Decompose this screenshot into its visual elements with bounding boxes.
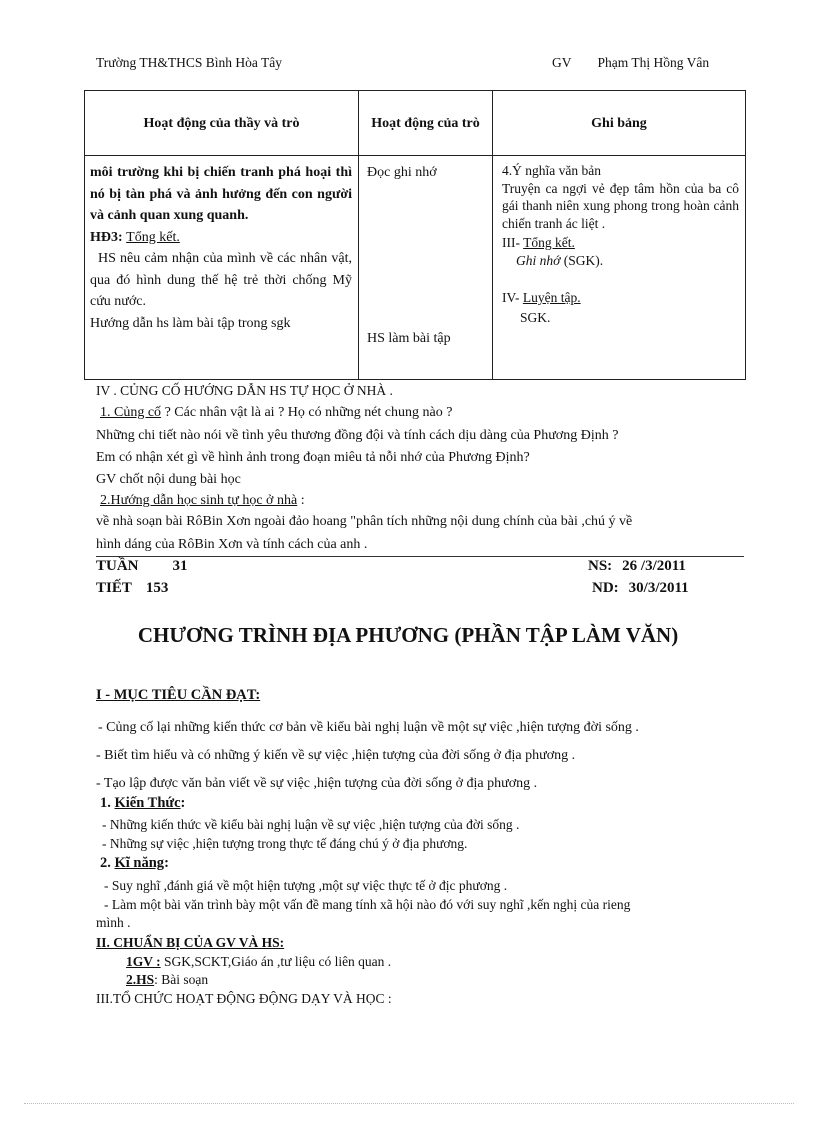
goal-1: - Củng cố lại những kiến thức cơ bản về kiểu bài nghị luận về một sự việc ,hiện tượng đời sống . xyxy=(98,720,639,735)
col3-sec3-prefix: III- xyxy=(502,235,524,250)
hs-preparation xyxy=(126,972,208,988)
review-item2-label: 2.Hướng dẫn học sinh tự học ở nhà xyxy=(100,493,298,508)
col3-summary xyxy=(502,234,739,252)
skill-title: Kĩ năng xyxy=(114,855,165,871)
review-item1 xyxy=(100,405,452,421)
header-student-activity xyxy=(359,91,493,156)
week-value: 31 xyxy=(172,558,188,574)
page-footer-line xyxy=(24,1103,794,1104)
knowledge-title: Kiến Thức xyxy=(114,795,181,811)
review-heading: IV . CỦNG CỐ HƯỚNG DẪN HS TỰ HỌC Ở NHÀ . xyxy=(96,383,393,398)
review-item1-label: 1. Củng cố xyxy=(100,405,162,420)
col3-sec4-title: Luyện tập. xyxy=(522,290,581,305)
hd3-title: Tổng kết. xyxy=(126,229,180,245)
skill-colon: : xyxy=(164,855,169,871)
homework-line-1: về nhà soạn bài RôBin Xơn ngoài đảo hoang "phân tích những nội dung chính của bài ,chú ý về xyxy=(96,514,633,529)
gv-preparation xyxy=(126,954,391,970)
col1-paragraph: môi trường khi bị chiến tranh phá hoại thì nó bị tàn phá và ảnh hưởng đến con người và cảnh quan xung quanh. xyxy=(90,165,352,223)
homework-line-2: hình dáng của RôBin Xơn và tính cách của anh . xyxy=(96,537,368,552)
review-question-3: Em có nhận xét gì về hình ảnh trong đoạn miêu tả nỗi nhớ của Phương Định? xyxy=(96,450,530,465)
ns-info xyxy=(588,558,686,575)
goal-2: - Biết tìm hiểu và có những ý kiến về sự việc ,hiện tượng của đời sống ở địa phương . xyxy=(96,748,576,763)
goal-3: - Tạo lập được văn bản viết về sự việc ,hiện tượng của đời sống ở địa phương . xyxy=(96,776,538,791)
skill-item-1: - Suy nghĩ ,đánh giá về một hiện tượng ,một sự việc thực tế ở địc phương . xyxy=(104,878,508,893)
gv-prep-text: SGK,SCKT,Giáo án ,tư liệu có liên quan . xyxy=(160,954,392,969)
col2-exercise: HS làm bài tập xyxy=(367,331,451,346)
gv-prep-label: 1GV : xyxy=(126,954,161,969)
section1-heading: I - MỤC TIÊU CẦN ĐẠT: xyxy=(96,687,261,703)
hd3-line xyxy=(90,227,352,249)
cell-student-activity xyxy=(359,156,493,380)
knowledge-item-2: - Những sự việc ,hiện tượng trong thực tế đáng chú ý ở địa phương. xyxy=(102,836,468,851)
knowledge-num: 1. xyxy=(100,795,115,811)
hs-prep-label: 2.HS xyxy=(126,972,155,987)
review-question-4: GV chốt nội dung bài học xyxy=(96,472,241,487)
col3-sec3-title: Tổng kết. xyxy=(523,235,575,250)
col3-ghinho-suffix: (SGK). xyxy=(560,252,604,268)
nd-value: 30/3/2011 xyxy=(628,580,689,596)
skill-item-2: - Làm một bài văn trình bày một vấn đề mang tính xã hội nào đó với suy nghĩ ,kến nghị của rieng xyxy=(104,897,631,912)
lesson-info xyxy=(96,580,168,597)
col2-read-note: Đọc ghi nhớ xyxy=(367,165,437,180)
knowledge-heading xyxy=(100,795,185,812)
ns-value: 26 /3/2011 xyxy=(622,558,686,574)
table-header-row xyxy=(85,91,746,156)
review-item1-text: ? Các nhân vật là ai ? Họ có những nét chung nào ? xyxy=(161,405,453,420)
review-question-2: Những chi tiết nào nói về tình yêu thương đồng đội và tính cách dịu dàng của Phương Định ? xyxy=(96,428,619,443)
nd-info xyxy=(592,580,689,597)
week-info xyxy=(96,558,188,575)
col3-paragraph: Truyện ca ngợi vẻ đẹp tâm hồn của ba cô gái thanh niên xung phong trong hoàn cảnh chiến tranh ác liệt . xyxy=(502,180,739,231)
skill-num: 2. xyxy=(100,855,115,871)
nd-label: ND: xyxy=(592,580,619,596)
section3-heading: III.TỔ CHỨC HOẠT ĐỘNG ĐỘNG DẠY VÀ HỌC : xyxy=(96,991,392,1006)
table-row xyxy=(85,156,746,380)
header-student-activity-text: Hoạt động của trò xyxy=(371,115,480,131)
col3-meaning: 4.Ý nghĩa văn bản xyxy=(502,163,601,178)
col1-impression: HS nêu cảm nhận của mình về các nhân vật, qua đó hình dung thế hệ trẻ thời chống Mỹ cứu nước. xyxy=(90,251,352,309)
week-label: TUẦN xyxy=(96,558,139,574)
col3-ghinho-label: Ghi nhớ xyxy=(516,252,561,268)
col3-sec4-prefix: IV- xyxy=(502,290,523,305)
gv-label: GV xyxy=(552,55,572,70)
teacher-info xyxy=(552,55,709,71)
review-item2 xyxy=(100,493,305,509)
ns-label: NS: xyxy=(588,558,613,574)
knowledge-item-1: - Những kiến thức về kiểu bài nghị luận về sự việc ,hiện tượng của đời sống . xyxy=(102,817,520,832)
skill-item-2-cont: mình . xyxy=(96,915,131,930)
col3-ghinho xyxy=(502,252,739,270)
skill-heading xyxy=(100,855,169,872)
cell-teacher-activity xyxy=(85,156,359,380)
col1-exercise: Hướng dẫn hs làm bài tập trong sgk xyxy=(90,315,291,331)
cell-board-notes xyxy=(493,156,746,380)
lesson-value: 153 xyxy=(145,580,169,596)
hs-prep-text: : Bài soạn xyxy=(154,972,209,987)
school-name: Trường TH&THCS Bình Hòa Tây xyxy=(96,55,282,70)
hd3-prefix: HĐ3: xyxy=(90,229,127,245)
section-divider xyxy=(96,556,744,557)
header-board-notes: Ghi bảng xyxy=(493,91,746,156)
teacher-name: Phạm Thị Hồng Vân xyxy=(597,55,710,70)
lesson-table xyxy=(84,90,746,380)
review-item2-suffix: : xyxy=(297,493,305,508)
col3-practice xyxy=(502,289,739,307)
lesson-label: TIẾT xyxy=(96,580,132,596)
header-teacher-student-activity: Hoạt động của thầy và trò xyxy=(85,91,359,156)
page-title: CHƯƠNG TRÌNH ĐỊA PHƯƠNG (PHẦN TẬP LÀM VĂN) xyxy=(137,623,679,647)
knowledge-colon: : xyxy=(180,795,186,811)
col3-sgk: SGK. xyxy=(520,309,551,325)
section2-heading: II. CHUẨN BỊ CỦA GV VÀ HS: xyxy=(96,935,285,950)
